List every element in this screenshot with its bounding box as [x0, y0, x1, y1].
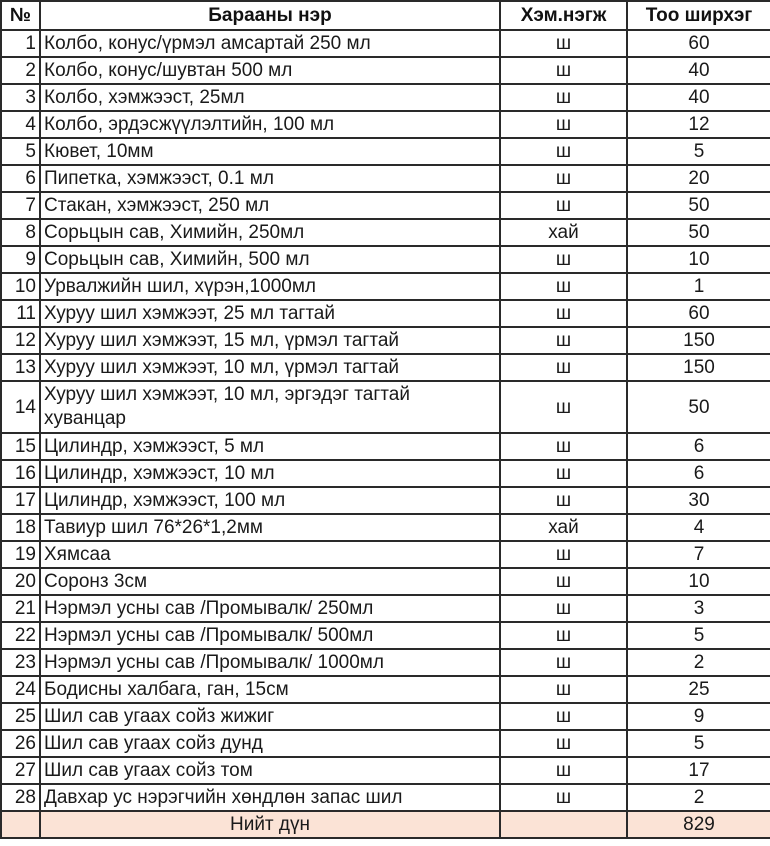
row-qty: 6: [627, 460, 770, 487]
row-no: 8: [1, 219, 40, 246]
row-no: 22: [1, 622, 40, 649]
row-name: Колбо, конус/шувтан 500 мл: [40, 57, 500, 84]
row-no: 7: [1, 192, 40, 219]
row-no: 27: [1, 757, 40, 784]
row-unit: ш: [500, 784, 627, 811]
row-no: 11: [1, 300, 40, 327]
row-qty: 3: [627, 595, 770, 622]
table-row: [1, 219, 770, 246]
table-row: [1, 57, 770, 84]
row-unit: ш: [500, 57, 627, 84]
row-name: Колбо, эрдэсжүүлэлтийн, 100 мл: [40, 111, 500, 138]
table-row: [1, 622, 770, 649]
table-row: [1, 568, 770, 595]
header-row: [1, 1, 770, 30]
row-name: Цилиндр, хэмжээст, 100 мл: [40, 487, 500, 514]
row-unit: ш: [500, 300, 627, 327]
header-no: №: [1, 1, 40, 30]
row-name: Тавиур шил 76*26*1,2мм: [40, 514, 500, 541]
row-unit: ш: [500, 327, 627, 354]
table-row: [1, 165, 770, 192]
row-no: 18: [1, 514, 40, 541]
row-qty: 50: [627, 219, 770, 246]
row-name: Нэрмэл усны сав /Промывалк/ 250мл: [40, 595, 500, 622]
row-qty: 20: [627, 165, 770, 192]
row-unit: ш: [500, 568, 627, 595]
row-no: 21: [1, 595, 40, 622]
table-row: [1, 354, 770, 381]
row-name: Давхар ус нэрэгчийн хөндлөн запас шил: [40, 784, 500, 811]
row-qty: 5: [627, 138, 770, 165]
row-unit: хай: [500, 514, 627, 541]
total-no-cell: [1, 811, 40, 838]
table-row: [1, 541, 770, 568]
row-no: 25: [1, 703, 40, 730]
row-name: Бодисны халбага, ган, 15см: [40, 676, 500, 703]
row-no: 24: [1, 676, 40, 703]
row-unit: ш: [500, 192, 627, 219]
row-no: 5: [1, 138, 40, 165]
row-qty: 50: [627, 381, 770, 433]
row-unit: ш: [500, 622, 627, 649]
row-qty: 10: [627, 568, 770, 595]
table-row: [1, 138, 770, 165]
row-no: 17: [1, 487, 40, 514]
row-name: Нэрмэл усны сав /Промывалк/ 500мл: [40, 622, 500, 649]
row-name: Хямсаа: [40, 541, 500, 568]
row-no: 28: [1, 784, 40, 811]
row-name: Шил сав угаах сойз том: [40, 757, 500, 784]
row-qty: 12: [627, 111, 770, 138]
row-qty: 4: [627, 514, 770, 541]
row-qty: 30: [627, 487, 770, 514]
row-no: 9: [1, 246, 40, 273]
row-name: Пипетка, хэмжээст, 0.1 мл: [40, 165, 500, 192]
row-qty: 2: [627, 649, 770, 676]
row-unit: ш: [500, 595, 627, 622]
row-name: Хуруу шил хэмжээт, 15 мл, үрмэл тагтай: [40, 327, 500, 354]
table-row: [1, 246, 770, 273]
row-unit: ш: [500, 703, 627, 730]
row-name: Хуруу шил хэмжээт, 10 мл, үрмэл тагтай: [40, 354, 500, 381]
row-name: Шил сав угаах сойз дунд: [40, 730, 500, 757]
row-qty: 150: [627, 354, 770, 381]
row-qty: 1: [627, 273, 770, 300]
table-row: [1, 595, 770, 622]
table-row: [1, 327, 770, 354]
row-qty: 50: [627, 192, 770, 219]
row-name: Стакан, хэмжээст, 250 мл: [40, 192, 500, 219]
row-unit: ш: [500, 676, 627, 703]
row-unit: ш: [500, 84, 627, 111]
row-no: 26: [1, 730, 40, 757]
row-qty: 60: [627, 30, 770, 57]
total-row: [1, 811, 770, 838]
row-qty: 5: [627, 730, 770, 757]
total-unit-cell: [500, 811, 627, 838]
table-row: [1, 111, 770, 138]
row-no: 1: [1, 30, 40, 57]
row-no: 13: [1, 354, 40, 381]
row-name: Хуруу шил хэмжээт, 10 мл, эргэдэг тагтай хуванцар: [40, 381, 500, 433]
row-qty: 17: [627, 757, 770, 784]
total-qty: 829: [627, 811, 770, 838]
row-no: 20: [1, 568, 40, 595]
row-unit: ш: [500, 487, 627, 514]
table-row: [1, 514, 770, 541]
table-row: [1, 192, 770, 219]
row-qty: 7: [627, 541, 770, 568]
table-row: [1, 30, 770, 57]
row-unit: ш: [500, 649, 627, 676]
row-no: 16: [1, 460, 40, 487]
table-row: [1, 273, 770, 300]
row-name: Шил сав угаах сойз жижиг: [40, 703, 500, 730]
row-unit: ш: [500, 433, 627, 460]
row-unit: ш: [500, 541, 627, 568]
row-no: 2: [1, 57, 40, 84]
row-qty: 6: [627, 433, 770, 460]
row-unit: ш: [500, 381, 627, 433]
table-row: [1, 381, 770, 433]
row-no: 6: [1, 165, 40, 192]
row-no: 12: [1, 327, 40, 354]
row-unit: ш: [500, 354, 627, 381]
header-unit: Хэм.нэгж: [500, 1, 627, 30]
row-no: 10: [1, 273, 40, 300]
row-name: Сорьцын сав, Химийн, 250мл: [40, 219, 500, 246]
header-name: Барааны нэр: [40, 1, 500, 30]
row-no: 15: [1, 433, 40, 460]
row-qty: 40: [627, 84, 770, 111]
table-row: [1, 757, 770, 784]
table-row: [1, 784, 770, 811]
row-qty: 2: [627, 784, 770, 811]
row-unit: ш: [500, 246, 627, 273]
table-row: [1, 300, 770, 327]
table-row: [1, 676, 770, 703]
row-unit: ш: [500, 165, 627, 192]
row-qty: 10: [627, 246, 770, 273]
row-qty: 40: [627, 57, 770, 84]
row-qty: 5: [627, 622, 770, 649]
total-label: Нийт дүн: [40, 811, 500, 838]
table-row: [1, 460, 770, 487]
row-no: 19: [1, 541, 40, 568]
row-no: 4: [1, 111, 40, 138]
row-name: Нэрмэл усны сав /Промывалк/ 1000мл: [40, 649, 500, 676]
row-name: Цилиндр, хэмжээст, 10 мл: [40, 460, 500, 487]
row-no: 3: [1, 84, 40, 111]
row-unit: ш: [500, 30, 627, 57]
row-name: Урвалжийн шил, хүрэн,1000мл: [40, 273, 500, 300]
row-name: Колбо, конус/үрмэл амсартай 250 мл: [40, 30, 500, 57]
table-row: [1, 84, 770, 111]
row-qty: 150: [627, 327, 770, 354]
header-qty: Тоо ширхэг: [627, 1, 770, 30]
row-qty: 25: [627, 676, 770, 703]
table-row: [1, 730, 770, 757]
row-name: Кювет, 10мм: [40, 138, 500, 165]
row-no: 23: [1, 649, 40, 676]
table-row: [1, 487, 770, 514]
row-unit: хай: [500, 219, 627, 246]
row-name: Хуруу шил хэмжээт, 25 мл тагтай: [40, 300, 500, 327]
row-qty: 60: [627, 300, 770, 327]
row-unit: ш: [500, 273, 627, 300]
row-unit: ш: [500, 730, 627, 757]
row-unit: ш: [500, 460, 627, 487]
row-name: Соронз 3см: [40, 568, 500, 595]
row-qty: 9: [627, 703, 770, 730]
table-row: [1, 433, 770, 460]
row-no: 14: [1, 381, 40, 433]
table-row: [1, 649, 770, 676]
row-unit: ш: [500, 111, 627, 138]
row-name: Цилиндр, хэмжээст, 5 мл: [40, 433, 500, 460]
row-unit: ш: [500, 138, 627, 165]
row-name: Сорьцын сав, Химийн, 500 мл: [40, 246, 500, 273]
row-unit: ш: [500, 757, 627, 784]
row-name: Колбо, хэмжээст, 25мл: [40, 84, 500, 111]
table-row: [1, 703, 770, 730]
